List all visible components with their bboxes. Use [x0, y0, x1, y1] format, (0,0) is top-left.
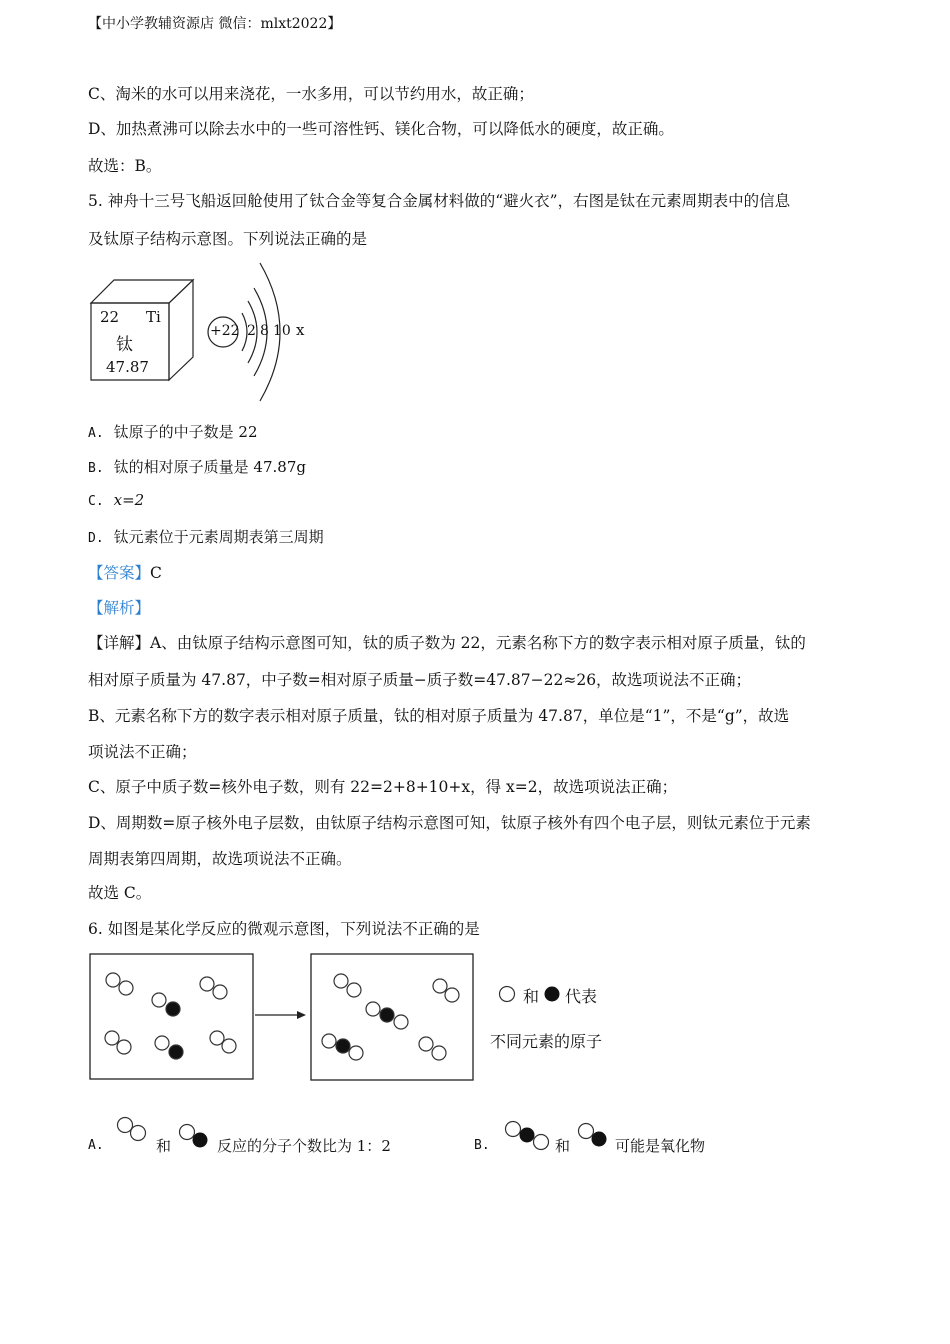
legend-white-atom-icon: [498, 985, 516, 1003]
q6-option-a-and: 和: [156, 1137, 172, 1155]
q5-detail-line2: 相对原子质量为 47.87，中子数=相对原子质量−质子数=47.87−22≈26，故选项说法不正确；: [88, 671, 752, 689]
q5-option-b: B. 钛的相对原子质量是 47.87g: [88, 458, 306, 476]
element-atomic-mass: 47.87: [106, 358, 149, 376]
molecule-white-black-white-icon: [502, 1119, 554, 1153]
element-name: 钛: [116, 335, 133, 355]
q5-final-answer: 故选 C。: [88, 884, 152, 902]
q4-final-answer: 故选：B。: [88, 157, 162, 175]
q5-stem-line2: 及钛原子结构示意图。下列说法正确的是: [88, 230, 368, 248]
q5-stem-line1: 5. 神舟十三号飞船返回舱使用了钛合金等复合金属材料做的“避火衣”，右图是钛在元素周期表中的信息: [88, 192, 791, 210]
q6-option-b-text: 可能是氧化物: [615, 1137, 706, 1155]
nucleus-charge: +22: [210, 323, 240, 339]
q4-option-d-analysis: D、加热煮沸可以除去水中的一些可溶性钙、镁化合物，可以降低水的硬度，故正确。: [88, 120, 674, 138]
legend-different-elements-text: 不同元素的原子: [490, 1032, 603, 1051]
legend-represents-text: 代表: [565, 987, 598, 1006]
shell-4-electrons: x: [296, 321, 305, 339]
shell-3-electrons: 10: [273, 323, 291, 339]
q4-option-c-analysis: C、淘米的水可以用来浇花，一水多用，可以节约用水，故正确；: [88, 85, 534, 103]
legend-black-atom-icon: [543, 985, 561, 1003]
shell-1-electrons: 2: [247, 323, 256, 339]
q5-detail-line1: 【详解】A、由钛原子结构示意图可知，钛的质子数为 22，元素名称下方的数字表示相对原子质量，钛的: [88, 634, 806, 652]
q6-stem: 6. 如图是某化学反应的微观示意图，下列说法不正确的是: [88, 920, 480, 938]
q5-detail-line3: B、元素名称下方的数字表示相对原子质量，钛的相对原子质量为 47.87，单位是“1”，不是“g”，故选: [88, 707, 790, 725]
q6-option-b-key: B.: [474, 1138, 490, 1153]
molecule-white-black-icon-b: [575, 1121, 611, 1151]
q5-option-d: D. 钛元素位于元素周期表第三周期: [88, 528, 324, 546]
page-header: 【中小学教辅资源店 微信：mlxt2022】: [88, 16, 342, 32]
q5-detail-line7: 周期表第四周期，故选项说法不正确。: [88, 850, 352, 868]
q6-option-b-and: 和: [555, 1137, 571, 1155]
q5-detail-line4: 项说法不正确；: [88, 743, 197, 761]
q5-detail-line6: D、周期数=原子核外电子层数，由钛原子结构示意图可知，钛原子核外有四个电子层，则钛元素位于元素: [88, 814, 811, 832]
element-atomic-number: 22: [100, 308, 120, 326]
q5-analysis-label: 【解析】: [88, 599, 151, 617]
q5-option-c: C. x=2: [88, 491, 145, 509]
molecule-white-white-icon: [115, 1116, 149, 1146]
q6-option-a-text: 反应的分子个数比为 1：2: [217, 1137, 391, 1155]
molecule-white-black-icon: [176, 1122, 212, 1152]
q5-answer: 【答案】C: [88, 564, 162, 582]
element-symbol: Ti: [146, 308, 161, 326]
q5-detail-line5: C、原子中质子数=核外电子数，则有 22=2+8+10+x，得 x=2，故选项说法正确；: [88, 778, 678, 796]
shell-2-electrons: 8: [260, 323, 269, 339]
legend-and-text: 和: [523, 987, 540, 1006]
q6-option-a-key: A.: [88, 1138, 104, 1153]
q5-option-a: A. 钛原子的中子数是 22: [88, 423, 258, 441]
reaction-micro-diagram: [88, 952, 488, 1084]
